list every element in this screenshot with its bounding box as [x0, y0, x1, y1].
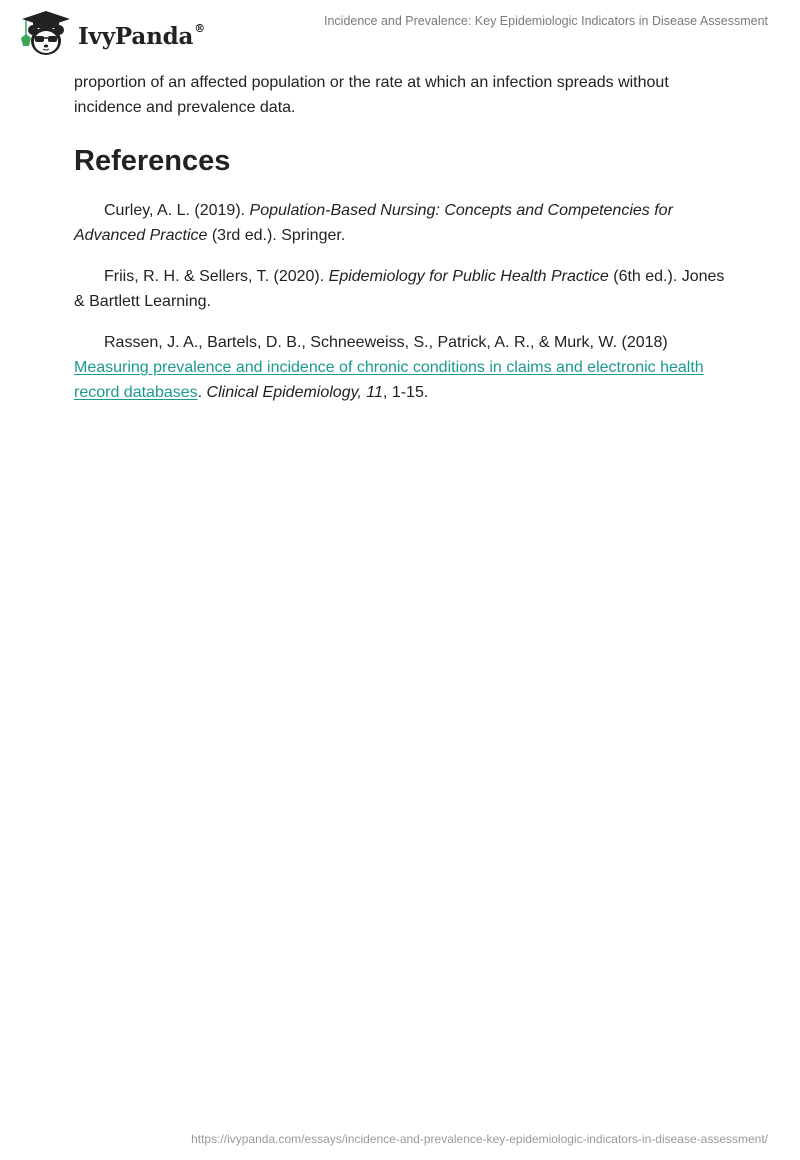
reference-item: Friis, R. H. & Sellers, T. (2020). Epidemiology for Public Health Practice (6th ed.). Jones & Bartlett Learning. — [74, 268, 725, 310]
ivypanda-logo[interactable] — [18, 8, 205, 58]
logo-wordmark: IvyPanda® — [78, 21, 205, 50]
document-content — [74, 70, 734, 421]
panda-graduate-icon — [18, 8, 74, 58]
registered-mark: ® — [194, 21, 205, 35]
document-title: Incidence and Prevalence: Key Epidemiologic Indicators in Disease Assessment — [324, 14, 768, 28]
intro-paragraph: proportion of an affected population or the rate at which an infection spreads without incidence and prevalence data. — [74, 74, 669, 116]
journal-title: Clinical Epidemiology, 11 — [206, 384, 383, 401]
reference-title: Epidemiology for Public Health Practice — [328, 268, 609, 285]
reference-item: Rassen, J. A., Bartels, D. B., Schneeweiss, S., Patrick, A. R., & Murk, W. (2018) Measuring prevalence and incidence of chronic conditions in claims and electronic health record databases. Clinical Epidemiology, 11, 1-15. — [74, 334, 704, 401]
footer-source-url[interactable]: https://ivypanda.com/essays/incidence-and-prevalence-key-epidemiologic-indicators-in-disease-assessment/ — [191, 1132, 768, 1146]
reference-title: Population-Based Nursing: Concepts and Competencies for Advanced Practice — [74, 202, 673, 244]
references-heading: References — [74, 145, 231, 177]
reference-item: Curley, A. L. (2019). Population-Based Nursing: Concepts and Competencies for Advanced Practice (3rd ed.). Springer. — [74, 202, 673, 244]
reference-link[interactable]: Measuring prevalence and incidence of chronic conditions in claims and electronic health record databases — [74, 359, 704, 401]
page-header — [0, 0, 800, 60]
